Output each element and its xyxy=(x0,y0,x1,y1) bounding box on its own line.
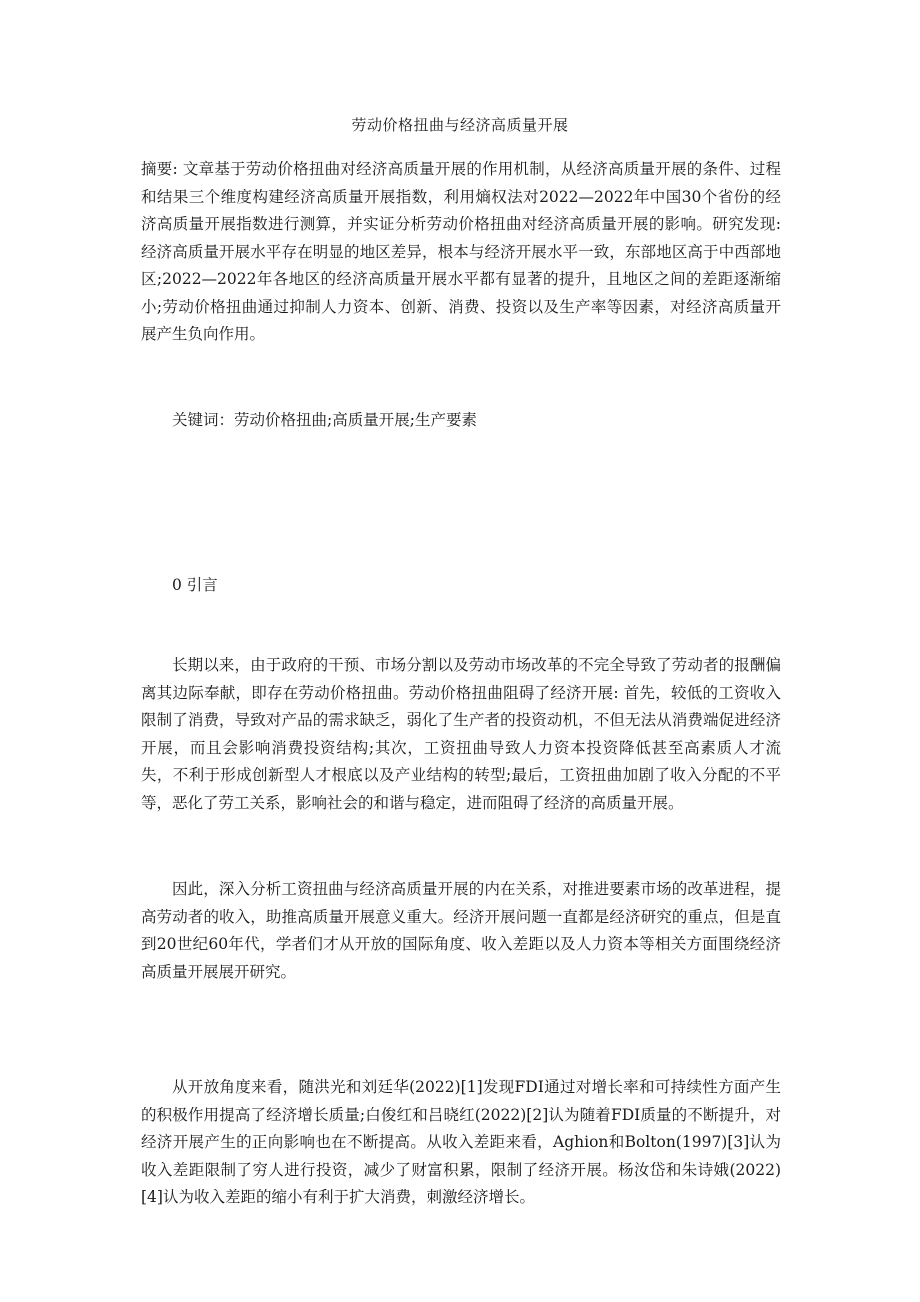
section-heading-introduction: 0 引言 xyxy=(172,576,218,594)
body-paragraph-2: 因此，深入分析工资扭曲与经济高质量开展的内在关系，对推进要素市场的改革进程，提高劳动者的收入，助推高质量开展意义重大。经济开展问题一直都是经济研究的重点，但是直到20世纪60年代，学者们才从开放的国际角度、收入差距以及人力资本等相关方面围绕经济高质量开展展开研究。 xyxy=(141,880,781,981)
body-paragraph-1: 长期以来，由于政府的干预、市场分割以及劳动市场改革的不完全导致了劳动者的报酬偏离其边际奉献，即存在劳动价格扭曲。劳动价格扭曲阻碍了经济开展: 首先，较低的工资收入限制了消费，导致对产品的需求缺乏，弱化了生产者的投资动机，不但无法从消费端促进经济开展，而且会影响消费投资结构;其次，工资扭曲导致人力资本投资降低甚至高素质人才流失，不利于形成创新型人才根底以及产业结构的转型;最后，工资扭曲加剧了收入分配的不平等，恶化了劳工关系，影响社会的和谐与稳定，进而阻碍了经济的高质量开展。 xyxy=(141,656,781,812)
body-paragraph-3: 从开放角度来看，随洪光和刘廷华(2022)[1]发现FDI通过对增长率和可持续性方面产生的积极作用提高了经济增长质量;白俊红和吕晓红(2022)[2]认为随着FDI质量的不断提升，对经济开展产生的正向影响也在不断提高。从收入差距来看，Aghion和Bolton(1997)[3]认为收入差距限制了穷人进行投资，减少了财富积累，限制了经济开展。杨汝岱和朱诗娥(2022)[4]认为收入差距的缩小有利于扩大消费，刺激经济增长。 xyxy=(141,1078,781,1206)
keywords-line: 关键词：劳动价格扭曲;高质量开展;生产要素 xyxy=(172,411,477,429)
document-title: 劳动价格扭曲与经济高质量开展 xyxy=(351,116,569,134)
abstract-paragraph: 摘要: 文章基于劳动价格扭曲对经济高质量开展的作用机制，从经济高质量开展的条件、过程和结果三个维度构建经济高质量开展指数，利用熵权法对2022—2022年中国30个省份的经济高质量开展指数进行测算，并实证分析劳动价格扭曲对经济高质量开展的影响。研究发现: 经济高质量开展水平存在明显的地区差异，根本与经济开展水平一致，东部地区高于中西部地区;2022—2022年各地区的经济高质量开展水平都有显著的提升，且地区之间的差距逐渐缩小;劳动价格扭曲通过抑制人力资本、创新、消费、投资以及生产率等因素，对经济高质量开展产生负向作用。 xyxy=(141,160,781,343)
